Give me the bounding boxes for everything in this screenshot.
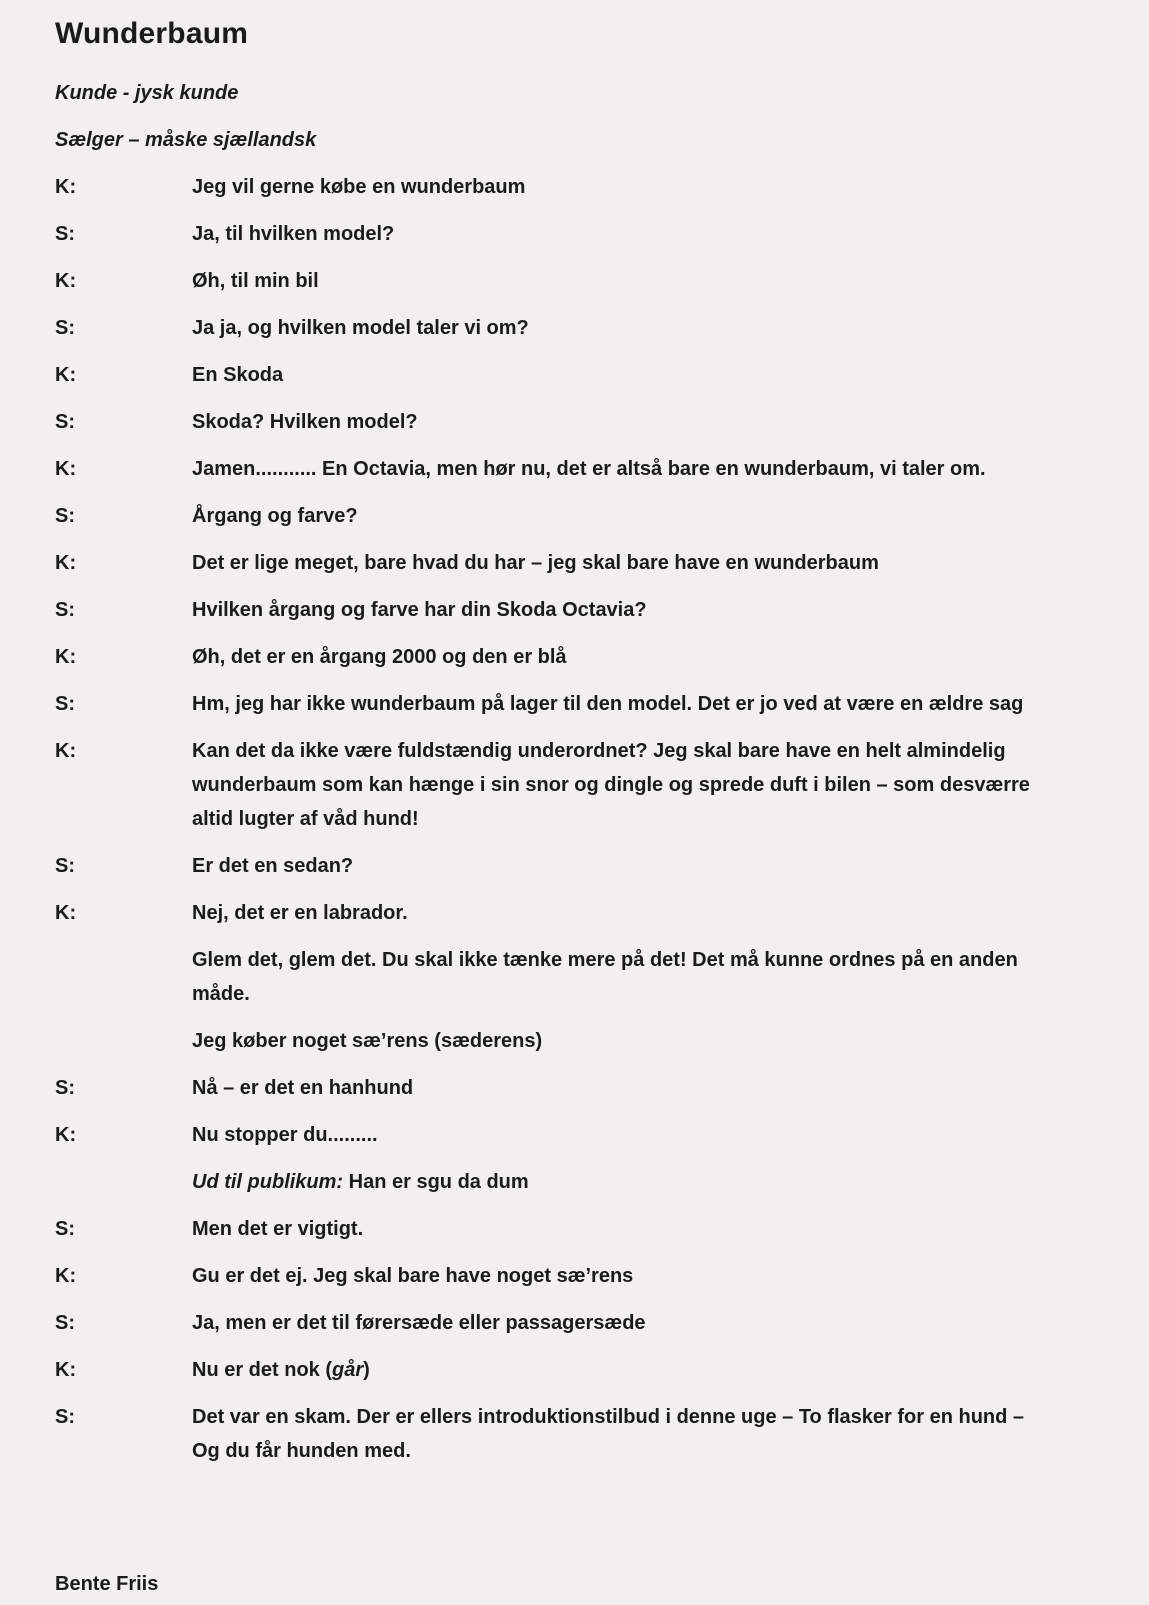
page-title: Wunderbaum — [55, 17, 249, 50]
dialogue-line — [55, 640, 1094, 674]
dialogue-text: Øh, til min bil — [192, 270, 319, 292]
dialogue-line — [55, 1118, 1094, 1152]
dialogue-line — [55, 687, 1094, 721]
speaker-label: K: — [55, 740, 77, 762]
author-credit: Bente Friis — [55, 1573, 159, 1595]
dialogue-line — [55, 1306, 1094, 1340]
speaker-label: K: — [55, 552, 77, 574]
dialogue-line — [55, 264, 1094, 298]
speaker-label: S: — [55, 1312, 75, 1334]
dialogue-text: Han er sgu da dum — [343, 1171, 529, 1193]
dialogue-line — [55, 943, 1094, 1011]
character-note-kunde: Kunde - jysk kunde — [55, 82, 239, 104]
dialogue-text: Nå – er det en hanhund — [192, 1077, 414, 1099]
dialogue-line — [55, 311, 1094, 345]
dialogue-text-with-stage-direction — [192, 1353, 370, 1387]
dialogue-text: Jeg køber noget sæ’rens (sæderens) — [192, 1030, 543, 1052]
dialogue-text: ) — [363, 1359, 370, 1381]
dialogue-text: Gu er det ej. Jeg skal bare have noget sæ’rens — [192, 1265, 634, 1287]
dialogue-text: Ja, men er det til førersæde eller passagersæde — [192, 1312, 646, 1334]
dialogue-text: Nu er det nok ( — [192, 1359, 333, 1381]
dialogue-text: Nej, det er en labrador. — [192, 902, 408, 924]
dialogue-text-stage-direction — [192, 1165, 529, 1199]
dialogue-line — [55, 546, 1094, 580]
speaker-label: S: — [55, 1218, 75, 1240]
speaker-label: K: — [55, 646, 77, 668]
dialogue-text: Nu stopper du......... — [192, 1124, 378, 1146]
dialogue-text: Hm, jeg har ikke wunderbaum på lager til den model. Det er jo ved at være en ældre sag — [192, 693, 1024, 715]
dialogue-line — [55, 896, 1094, 930]
dialogue-text: Jeg vil gerne købe en wunderbaum — [192, 176, 526, 198]
dialogue-line — [55, 1071, 1094, 1105]
dialogue-line — [55, 1259, 1094, 1293]
dialogue-text: Kan det da ikke være fuldstændig underordnet? Jeg skal bare have en helt almindelig wunderbaum som kan hænge i sin snor og dingle og sprede duft i bilen – som desværre altid lugter af våd hund! — [192, 740, 1030, 830]
dialogue-text: Årgang og farve? — [192, 505, 358, 527]
speaker-label: K: — [55, 1359, 77, 1381]
stage-direction-italic: går — [332, 1359, 364, 1381]
dialogue-line — [55, 499, 1094, 533]
dialogue-line — [55, 358, 1094, 392]
speaker-label: S: — [55, 1077, 75, 1099]
speaker-label: S: — [55, 317, 75, 339]
speaker-label: K: — [55, 458, 77, 480]
speaker-label: S: — [55, 1406, 75, 1428]
dialogue-text: Jamen........... En Octavia, men hør nu, det er altså bare en wunderbaum, vi taler om. — [192, 458, 986, 480]
dialogue-text: Ja, til hvilken model? — [192, 223, 395, 245]
speaker-label: K: — [55, 1124, 77, 1146]
dialogue-line — [55, 1212, 1094, 1246]
dialogue-text: Glem det, glem det. Du skal ikke tænke mere på det! Det må kunne ordnes på en anden måde. — [192, 949, 1018, 1005]
speaker-label: K: — [55, 1265, 77, 1287]
speaker-label: K: — [55, 270, 77, 292]
character-note-saelger: Sælger – måske sjællandsk — [55, 129, 317, 151]
stage-direction-italic: Ud til publikum: — [192, 1171, 344, 1193]
dialogue-line — [55, 1400, 1094, 1468]
dialogue-line — [55, 405, 1094, 439]
dialogue-line — [55, 734, 1094, 836]
dialogue-line — [55, 217, 1094, 251]
dialogue-text: Skoda? Hvilken model? — [192, 411, 418, 433]
dialogue-line — [55, 452, 1094, 486]
speaker-label: K: — [55, 176, 77, 198]
dialogue-text: Men det er vigtigt. — [192, 1218, 364, 1240]
dialogue-line — [55, 170, 1094, 204]
dialogue-text: Ja ja, og hvilken model taler vi om? — [192, 317, 529, 339]
speaker-label: S: — [55, 223, 75, 245]
dialogue-line — [55, 1353, 1094, 1387]
dialogue-text: Hvilken årgang og farve har din Skoda Octavia? — [192, 599, 647, 621]
dialogue-line — [55, 1024, 1094, 1058]
dialogue-line — [55, 1165, 1094, 1199]
dialogue-text: En Skoda — [192, 364, 284, 386]
speaker-label: S: — [55, 505, 75, 527]
dialogue-text: Det er lige meget, bare hvad du har – jeg skal bare have en wunderbaum — [192, 552, 879, 574]
dialogue-text: Er det en sedan? — [192, 855, 354, 877]
dialogue-text: Øh, det er en årgang 2000 og den er blå — [192, 646, 567, 668]
dialogue-text: Det var en skam. Der er ellers introduktionstilbud i denne uge – To flasker for en hund – Og du får hunden med. — [192, 1406, 1025, 1462]
speaker-label: K: — [55, 902, 77, 924]
speaker-label: S: — [55, 693, 75, 715]
speaker-label: K: — [55, 364, 77, 386]
dialogue-line — [55, 593, 1094, 627]
dialogue-line — [55, 849, 1094, 883]
speaker-label: S: — [55, 599, 75, 621]
speaker-label: S: — [55, 855, 75, 877]
speaker-label: S: — [55, 411, 75, 433]
